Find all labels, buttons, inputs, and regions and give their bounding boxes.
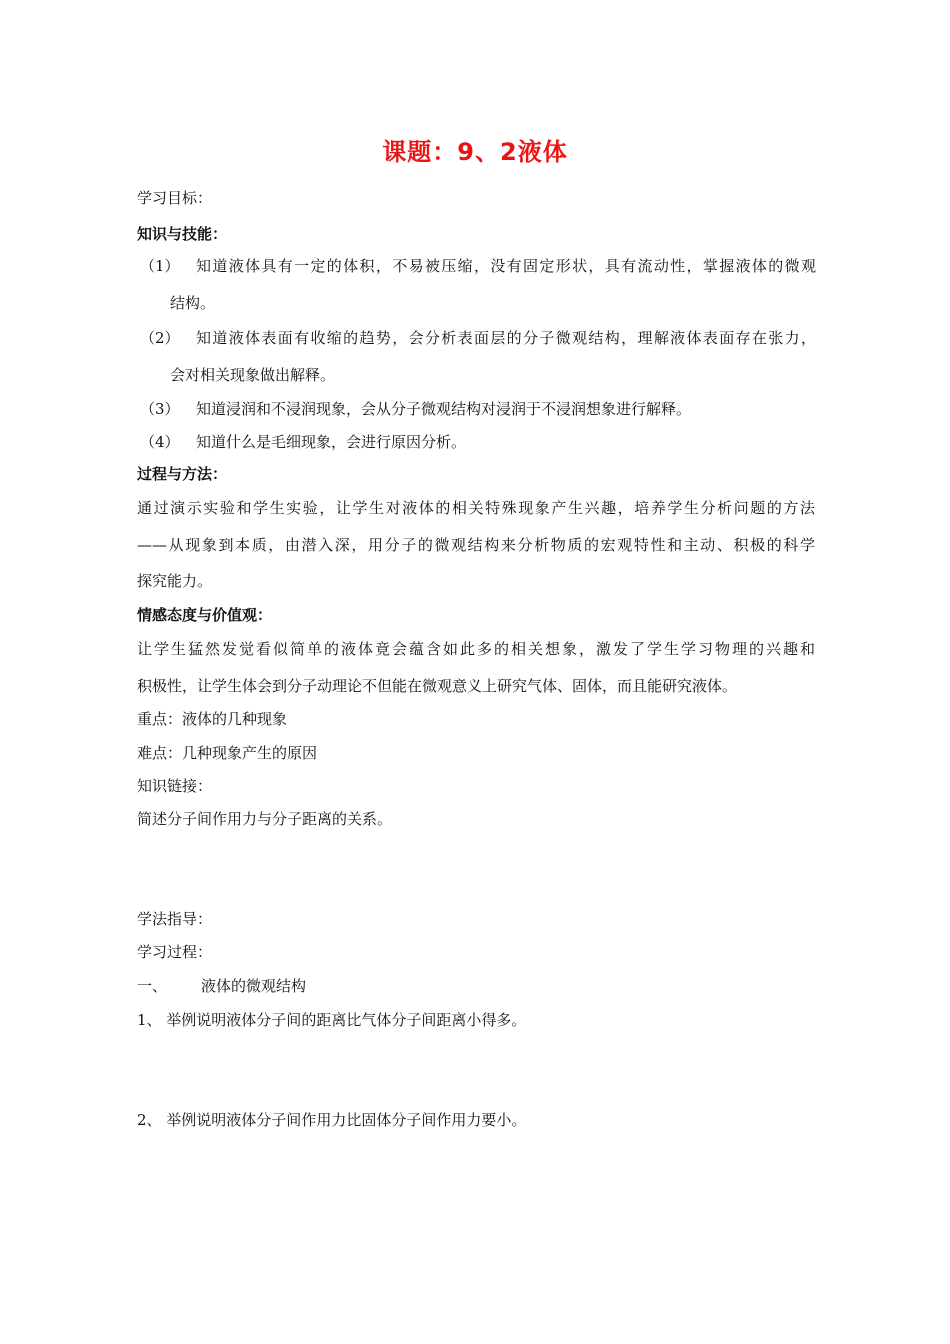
document-title: 课题：9、2液体 [382, 138, 568, 166]
goals-heading: 学习目标： [137, 189, 213, 207]
question-2: 2、 举例说明液体分子间作用力比固体分子间作用力要小。 [137, 1111, 527, 1129]
item-number: （1） [140, 257, 180, 275]
attitude-line-1: 让学生猛然发觉看似简单的液体竟会蕴含如此多的相关想象，激发了学生学习物理的兴趣和 [137, 640, 815, 658]
process-line-3: 探究能力。 [137, 572, 213, 590]
knowledge-item-4 [140, 432, 466, 452]
item-number: （4） [140, 433, 180, 451]
knowledge-heading: 知识与技能： [137, 225, 228, 243]
process-line-1: 通过演示实验和学生实验，让学生对液体的相关特殊现象产生兴趣，培养学生分析问题的方法 [137, 499, 815, 517]
process-heading: 过程与方法： [137, 465, 228, 483]
attitude-heading: 情感态度与价值观： [137, 606, 273, 624]
learning-process-heading: 学习过程： [137, 943, 213, 961]
method-heading: 学法指导： [137, 910, 213, 928]
question-1: 1、 举例说明液体分子间的距离比气体分子间距离小得多。 [137, 1011, 527, 1029]
knowledge-item-1 [140, 256, 816, 276]
knowledge-item-2-cont: 会对相关现象做出解释。 [170, 366, 336, 384]
item-number: （3） [140, 400, 180, 418]
link-text: 简述分子间作用力与分子距离的关系。 [137, 810, 393, 828]
section-number: 一、 [137, 977, 168, 995]
knowledge-item-3 [140, 399, 691, 419]
knowledge-item-2 [140, 328, 816, 348]
difficulty: 难点：几种现象产生的原因 [137, 744, 318, 762]
item-text: 知道液体具有一定的体积，不易被压缩，没有固定形状，具有流动性，掌握液体的微观 [196, 257, 816, 275]
knowledge-item-1-cont: 结构。 [170, 294, 216, 312]
attitude-line-2: 积极性，让学生体会到分子动理论不但能在微观意义上研究气体、固体，而且能研究液体。 [137, 677, 738, 695]
key-point: 重点：液体的几种现象 [137, 710, 288, 728]
item-number: （2） [140, 329, 180, 347]
section-title: 液体的微观结构 [201, 977, 307, 995]
section-one [137, 976, 306, 996]
item-text: 知道浸润和不浸润现象，会从分子微观结构对浸润于不浸润想象进行解释。 [196, 400, 692, 418]
item-text: 知道什么是毛细现象，会进行原因分析。 [196, 433, 467, 451]
process-line-2: ——从现象到本质，由潜入深，用分子的微观结构来分析物质的宏观特性和主动、积极的科学 [137, 536, 815, 554]
item-text: 知道液体表面有收缩的趋势，会分析表面层的分子微观结构，理解液体表面存在张力， [196, 329, 816, 347]
link-heading: 知识链接： [137, 777, 213, 795]
